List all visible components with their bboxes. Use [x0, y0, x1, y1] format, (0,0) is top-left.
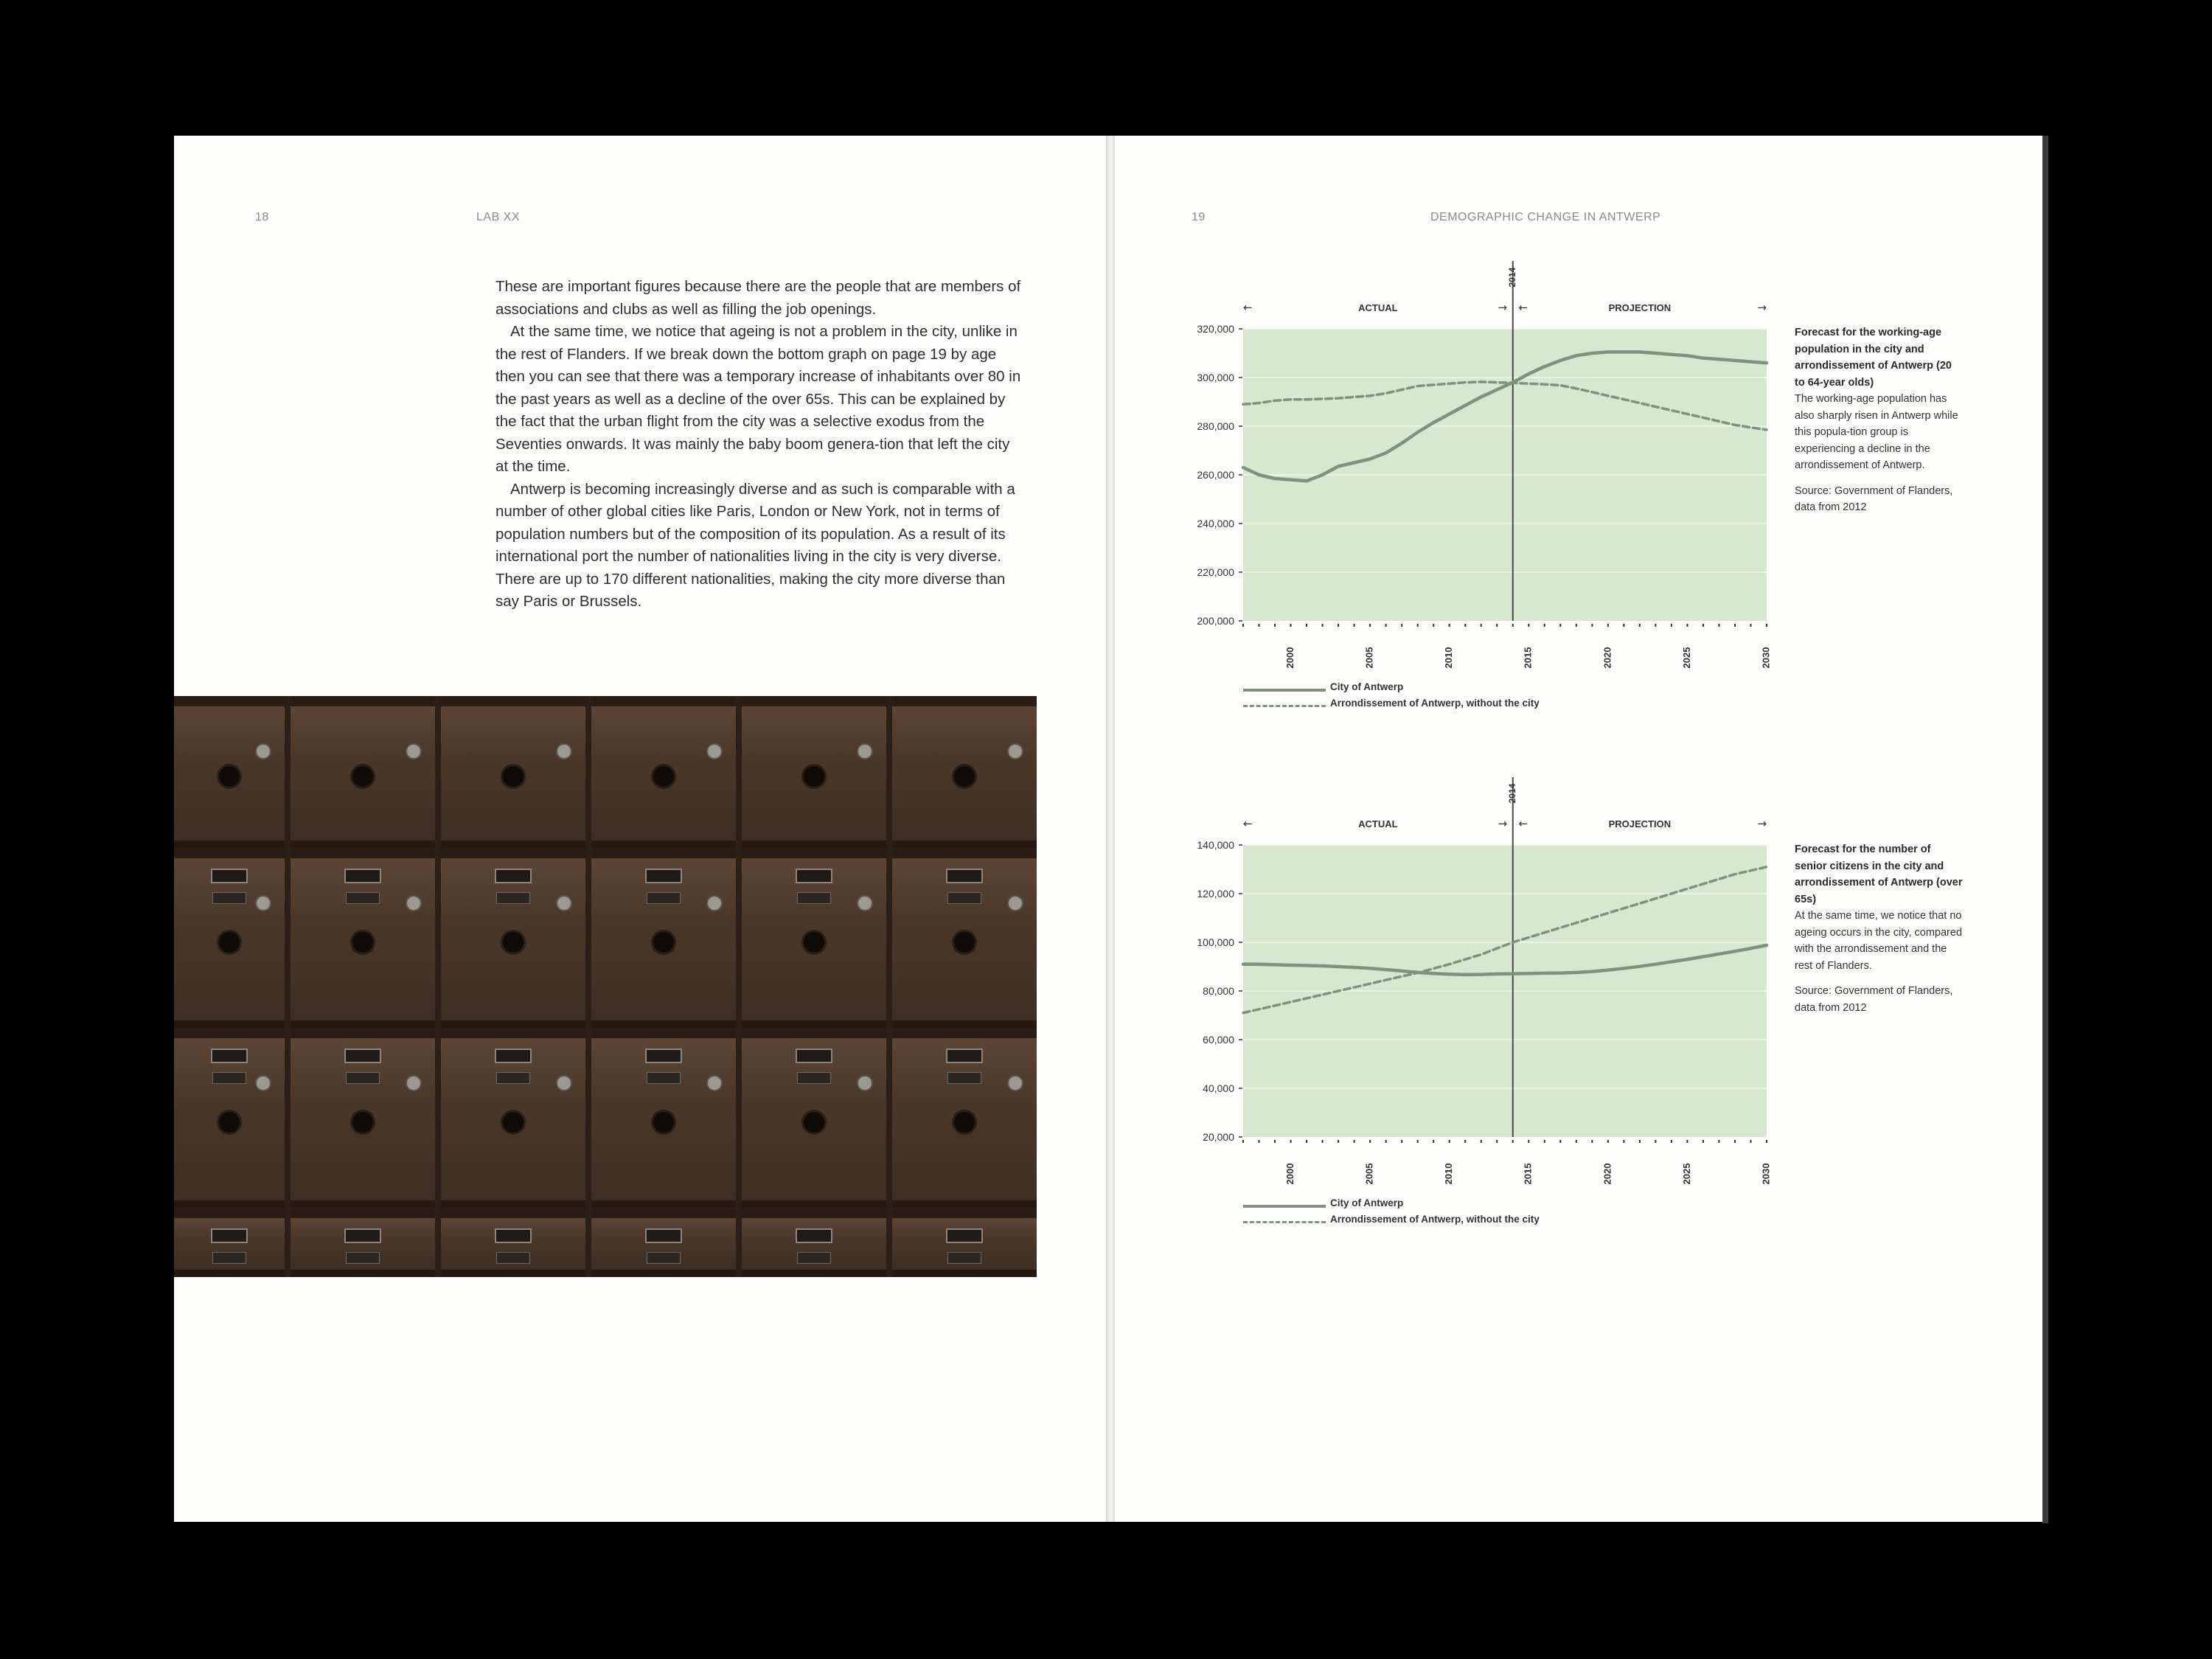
- split-year-label: 2014: [1506, 783, 1517, 804]
- name-plate: [946, 1048, 983, 1063]
- paragraph: Antwerp is becoming increasingly diverse and as such is comparable with a number of other global cities like Paris, London or New York, not in terms of population numbers but of the composition of its population. As a result of its international port the number of nationalities living in the city is very diverse. There are up to 170 different nationalities, making the city more diverse than say Paris or Brussels.: [495, 480, 1015, 610]
- mailbox-door: [174, 1208, 285, 1277]
- number-plate: [947, 1072, 981, 1084]
- y-tick-label: 120,000: [1197, 888, 1234, 900]
- x-tick-label: 2030: [1760, 1163, 1772, 1185]
- y-tick-label: 100,000: [1197, 936, 1234, 948]
- caption-title: Forecast for the number of senior citizens in the city and arrondissement of Antwerp (over 65s): [1795, 844, 1963, 905]
- lock-hole: [801, 764, 827, 789]
- mailbox-door: [892, 1028, 1037, 1208]
- number-plate: [797, 1252, 831, 1264]
- x-tick-label: 2005: [1363, 1163, 1375, 1185]
- lock-hole: [501, 764, 526, 789]
- knob: [255, 1075, 271, 1091]
- left-arrow-icon: ←: [1243, 817, 1253, 830]
- y-tick-label: 260,000: [1197, 469, 1234, 481]
- number-plate: [212, 1072, 246, 1084]
- y-tick-label: 320,000: [1197, 323, 1234, 335]
- lock-hole: [801, 930, 827, 955]
- working-age-chart-svg: [1197, 258, 1784, 715]
- lock-hole: [952, 764, 977, 789]
- mailbox-door: [441, 696, 585, 848]
- mailbox-door: [291, 1208, 435, 1277]
- number-plate: [797, 1072, 831, 1084]
- name-plate: [211, 1048, 248, 1063]
- name-plate: [344, 869, 381, 883]
- name-plate: [495, 1048, 532, 1063]
- knob: [406, 895, 422, 911]
- lock-hole: [651, 1110, 676, 1135]
- split-year-label: 2014: [1506, 267, 1517, 288]
- left-arrow-icon: ←: [1243, 301, 1253, 314]
- mailbox-door: [291, 1028, 435, 1208]
- caption-text: At the same time, we notice that no ageing occurs in the city, compared with the arrondissement and the rest of Flanders.: [1795, 910, 1963, 972]
- x-tick-label: 2025: [1680, 647, 1692, 669]
- body-text: [495, 276, 1026, 613]
- lock-hole: [952, 1110, 977, 1135]
- dashed-line-swatch: [1243, 705, 1326, 707]
- knob: [857, 743, 873, 759]
- number-plate: [212, 1252, 246, 1264]
- lock-hole: [217, 1110, 242, 1135]
- name-plate: [645, 1228, 682, 1243]
- knob: [556, 743, 572, 759]
- x-tick-label: 2010: [1443, 647, 1455, 669]
- number-plate: [947, 892, 981, 904]
- mailbox-door: [591, 848, 736, 1028]
- knob: [255, 743, 271, 759]
- senior-citizens-chart: [1197, 774, 1784, 1231]
- x-tick-label: 2000: [1284, 1163, 1295, 1185]
- lock-hole: [952, 930, 977, 955]
- caption-title: Forecast for the working-age population in the city and arrondissement of Antwerp (20 to 64-year olds): [1795, 327, 1952, 389]
- name-plate: [211, 1228, 248, 1243]
- number-plate: [647, 1252, 681, 1264]
- number-plate: [496, 1072, 530, 1084]
- chart-caption: [1795, 324, 1964, 516]
- knob: [1007, 743, 1023, 759]
- mailbox-door: [441, 1028, 585, 1208]
- knob: [857, 895, 873, 911]
- knob: [406, 1075, 422, 1091]
- caption-source: Source: Government of Flanders, data from 2012: [1795, 985, 1953, 1014]
- lock-hole: [651, 930, 676, 955]
- actual-label: ACTUAL: [1358, 302, 1398, 313]
- x-tick-label: 2015: [1522, 1163, 1534, 1185]
- mailbox-door: [174, 1028, 285, 1208]
- name-plate: [946, 869, 983, 883]
- solid-line-swatch: [1243, 1205, 1326, 1208]
- right-arrow-icon: →: [1757, 301, 1767, 314]
- knob: [255, 895, 271, 911]
- legend-label: Arrondissement of Antwerp, without the city: [1330, 1214, 1540, 1225]
- paragraph: At the same time, we notice that ageing is not a problem in the city, unlike in the rest of Flanders. If we break down the bottom graph on page 19 by age then you can see that there was a temporary increase of inhabitants over 80 in the past years as well as a decline of the over 65s. This can be explained by the fact that the urban flight from the city was a selective exodus from the Seventies onwards. It was mainly the baby boom genera-tion that left the city at the time.: [495, 323, 1021, 475]
- mailbox-door: [591, 696, 736, 848]
- mailbox-door: [591, 1208, 736, 1277]
- x-tick-label: 2005: [1363, 647, 1375, 669]
- right-running-header: DEMOGRAPHIC CHANGE IN ANTWERP: [1430, 211, 1661, 223]
- name-plate: [495, 1228, 532, 1243]
- caption-text: The working-age population has also sharply risen in Antwerp while this popula-tion group is experiencing a decline in the arrondissement of Antwerp.: [1795, 393, 1958, 471]
- lock-hole: [501, 1110, 526, 1135]
- knob: [706, 895, 723, 911]
- y-tick-label: 20,000: [1203, 1131, 1234, 1143]
- number-plate: [947, 1252, 981, 1264]
- number-plate: [346, 1252, 380, 1264]
- y-tick-label: 60,000: [1203, 1034, 1234, 1046]
- name-plate: [796, 1228, 832, 1243]
- knob: [1007, 1075, 1023, 1091]
- mailbox-door: [291, 848, 435, 1028]
- lock-hole: [350, 764, 375, 789]
- name-plate: [946, 1228, 983, 1243]
- y-tick-label: 40,000: [1203, 1082, 1234, 1094]
- left-page-number: 18: [255, 211, 269, 223]
- name-plate: [495, 869, 532, 883]
- mailbox-door: [291, 696, 435, 848]
- book-gutter: [1106, 136, 1115, 1522]
- knob: [706, 743, 723, 759]
- actual-label: ACTUAL: [1358, 818, 1398, 830]
- right-arrow-icon: →: [1757, 817, 1767, 830]
- knob: [406, 743, 422, 759]
- mailbox-door: [892, 1208, 1037, 1277]
- senior-citizens-chart-svg: [1197, 774, 1784, 1231]
- mailbox-door: [174, 696, 285, 848]
- solid-line-swatch: [1243, 689, 1326, 692]
- number-plate: [496, 892, 530, 904]
- mailbox-door: [742, 848, 886, 1028]
- legend-label: Arrondissement of Antwerp, without the city: [1330, 698, 1540, 709]
- x-tick-label: 2020: [1601, 1163, 1613, 1185]
- x-tick-label: 2030: [1760, 647, 1772, 669]
- mailbox-door: [441, 1208, 585, 1277]
- mailbox-door: [742, 1028, 886, 1208]
- paragraph: These are important figures because there are the people that are members of associations and clubs as well as filling the job openings.: [495, 278, 1021, 318]
- number-plate: [346, 892, 380, 904]
- caption-source: Source: Government of Flanders, data from 2012: [1795, 484, 1953, 513]
- lock-hole: [651, 764, 676, 789]
- x-tick-label: 2020: [1601, 647, 1613, 669]
- number-plate: [346, 1072, 380, 1084]
- lock-hole: [350, 930, 375, 955]
- y-tick-label: 140,000: [1197, 839, 1234, 851]
- name-plate: [344, 1228, 381, 1243]
- knob: [556, 895, 572, 911]
- right-arrow-icon: →: [1498, 301, 1508, 314]
- right-arrow-icon: →: [1498, 817, 1508, 830]
- lock-hole: [501, 930, 526, 955]
- number-plate: [647, 1072, 681, 1084]
- lock-hole: [217, 930, 242, 955]
- name-plate: [344, 1048, 381, 1063]
- y-tick-label: 80,000: [1203, 985, 1234, 997]
- name-plate: [645, 869, 682, 883]
- left-arrow-icon: ←: [1518, 817, 1528, 830]
- mailbox-door: [742, 1208, 886, 1277]
- dashed-line-swatch: [1243, 1221, 1326, 1223]
- y-tick-label: 280,000: [1197, 420, 1234, 432]
- working-age-chart: [1197, 258, 1784, 715]
- name-plate: [796, 869, 832, 883]
- name-plate: [796, 1048, 832, 1063]
- mailbox-door: [892, 848, 1037, 1028]
- number-plate: [212, 892, 246, 904]
- knob: [1007, 895, 1023, 911]
- x-tick-label: 2015: [1522, 647, 1534, 669]
- mailbox-door: [892, 696, 1037, 848]
- chart-caption: [1795, 841, 1964, 1016]
- knob: [706, 1075, 723, 1091]
- x-tick-label: 2000: [1284, 647, 1295, 669]
- projection-label: PROJECTION: [1608, 302, 1672, 313]
- projection-label: PROJECTION: [1608, 818, 1672, 830]
- y-tick-label: 300,000: [1197, 372, 1234, 383]
- y-tick-label: 200,000: [1197, 615, 1234, 627]
- name-plate: [211, 869, 248, 883]
- x-tick-label: 2025: [1680, 1163, 1692, 1185]
- knob: [556, 1075, 572, 1091]
- mailbox-door: [742, 696, 886, 848]
- legend-label: City of Antwerp: [1330, 681, 1404, 692]
- lock-hole: [350, 1110, 375, 1135]
- number-plate: [647, 892, 681, 904]
- knob: [857, 1075, 873, 1091]
- right-page-number: 19: [1192, 211, 1206, 223]
- mailbox-door: [441, 848, 585, 1028]
- mailbox-photo: [174, 696, 1026, 1277]
- y-tick-label: 220,000: [1197, 566, 1234, 578]
- left-running-header: LAB XX: [476, 211, 521, 223]
- legend-label: City of Antwerp: [1330, 1197, 1404, 1208]
- left-arrow-icon: ←: [1518, 301, 1528, 314]
- number-plate: [496, 1252, 530, 1264]
- number-plate: [797, 892, 831, 904]
- lock-hole: [217, 764, 242, 789]
- mailbox-door: [591, 1028, 736, 1208]
- x-tick-label: 2010: [1443, 1163, 1455, 1185]
- mailbox-door: [174, 848, 285, 1028]
- lock-hole: [801, 1110, 827, 1135]
- name-plate: [645, 1048, 682, 1063]
- page-edge: [2042, 136, 2048, 1523]
- y-tick-label: 240,000: [1197, 518, 1234, 529]
